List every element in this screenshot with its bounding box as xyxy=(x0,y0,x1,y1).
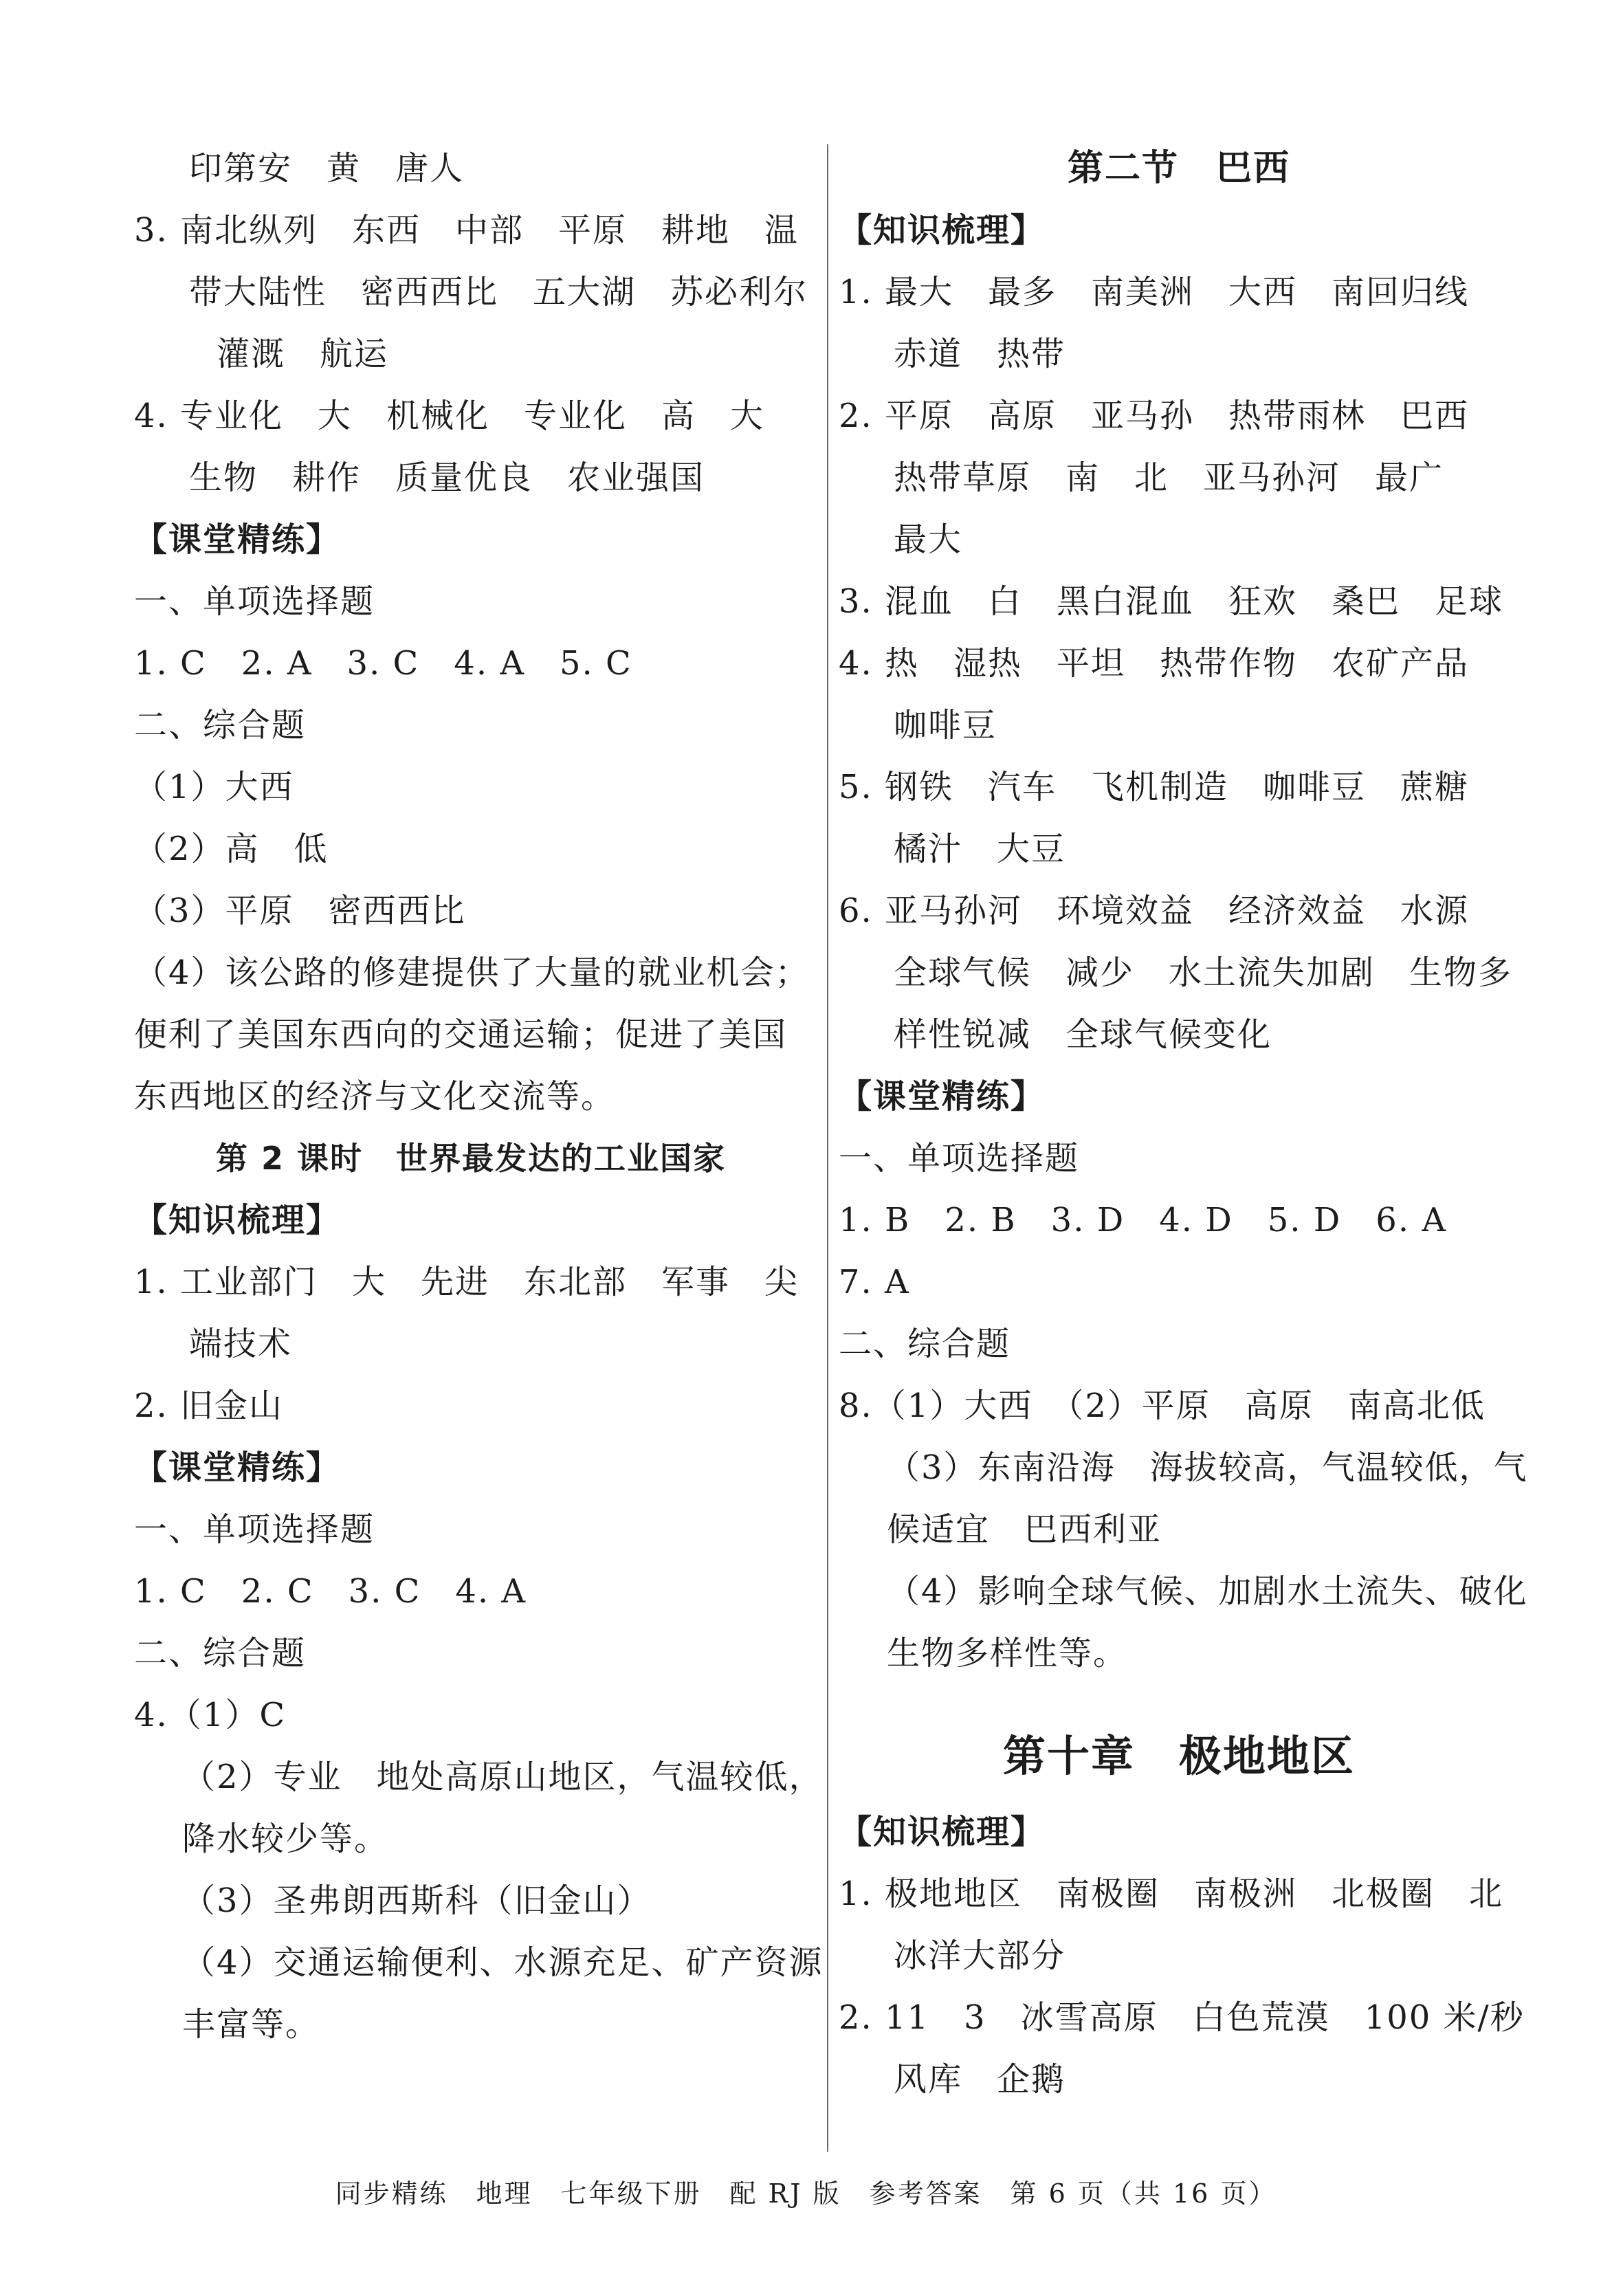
right-line: 6. 亚马孙河 环境效益 经济效益 水源 xyxy=(839,892,1470,930)
left-line: （4）交通运输便利、水源充足、矿产资源 xyxy=(182,1943,824,1982)
page-footer: 同步精练 地理 七年级下册 配 RJ 版 参考答案 第 6 页（共 16 页） xyxy=(335,2178,1277,2209)
left-line: 东西地区的经济与文化交流等。 xyxy=(134,1077,616,1116)
right-line: 风库 企鹅 xyxy=(894,2060,1066,2099)
left-line: 1. C 2. A 3. C 4. A 5. C xyxy=(134,644,632,683)
right-line: 二、综合题 xyxy=(839,1325,1011,1363)
right-line: 全球气候 减少 水土流失加剧 生物多 xyxy=(894,953,1513,992)
right-line: （3）东南沿海 海拔较高，气温较低，气 xyxy=(887,1448,1528,1487)
right-line: 候适宜 巴西利亚 xyxy=(887,1510,1162,1549)
right-line: 最大 xyxy=(894,520,963,559)
right-line: 第十章 极地地区 xyxy=(1002,1731,1355,1781)
right-column xyxy=(839,137,1528,2110)
right-line: 生物多样性等。 xyxy=(887,1634,1128,1673)
left-line: 1. C 2. C 3. C 4. A xyxy=(134,1572,527,1611)
left-line: 带大陆性 密西西比 五大湖 苏必利尔 xyxy=(189,273,808,311)
right-line: 橘汁 大豆 xyxy=(894,830,1066,868)
right-line: 第二节 巴西 xyxy=(1067,147,1290,189)
left-line: 生物 耕作 质量优良 农业强国 xyxy=(189,459,705,497)
left-line: 4. 专业化 大 机械化 专业化 高 大 xyxy=(134,397,765,435)
right-line: 8.（1）大西 （2）平原 高原 南高北低 xyxy=(839,1387,1486,1425)
column-divider xyxy=(827,144,828,2152)
right-line: 1. 极地地区 南极圈 南极洲 北极圈 北 xyxy=(839,1875,1504,1913)
right-line: 一、单项选择题 xyxy=(839,1139,1080,1178)
left-line: 二、综合题 xyxy=(134,1634,307,1673)
left-line: 【课堂精练】 xyxy=(134,520,341,559)
right-line: 【知识梳理】 xyxy=(839,211,1046,250)
left-line: （1）大西 xyxy=(134,768,294,806)
left-line: （4）该公路的修建提供了大量的就业机会； xyxy=(134,953,810,992)
left-line: 4.（1）C xyxy=(134,1696,287,1734)
left-line: 【课堂精练】 xyxy=(134,1448,341,1487)
right-line: 【知识梳理】 xyxy=(839,1813,1046,1851)
right-line: 1. B 2. B 3. D 4. D 5. D 6. A xyxy=(839,1201,1447,1239)
right-line: 2. 11 3 冰雪高原 白色荒漠 100 米/秒 xyxy=(839,1998,1525,2037)
right-line: 2. 平原 高原 亚马孙 热带雨林 巴西 xyxy=(839,397,1470,435)
left-line: 端技术 xyxy=(189,1325,293,1363)
right-line: 样性锐减 全球气候变化 xyxy=(894,1015,1272,1054)
right-line: 冰洋大部分 xyxy=(894,1936,1066,1975)
right-line: 【课堂精练】 xyxy=(839,1077,1046,1116)
left-line: 灌溉 航运 xyxy=(217,335,389,373)
right-line: 5. 钢铁 汽车 飞机制造 咖啡豆 蔗糖 xyxy=(839,768,1470,806)
left-line: （2）专业 地处高原山地区，气温较低， xyxy=(182,1758,824,1796)
right-line: 咖啡豆 xyxy=(894,706,997,744)
left-line: （2）高 低 xyxy=(134,830,329,868)
left-line: 降水较少等。 xyxy=(182,1820,389,1858)
right-line: 4. 热 湿热 平坦 热带作物 农矿产品 xyxy=(839,644,1470,683)
left-line: 2. 旧金山 xyxy=(134,1387,284,1425)
left-line: 丰富等。 xyxy=(182,2005,320,2044)
left-line: 第 2 课时 世界最发达的工业国家 xyxy=(215,1140,727,1177)
left-line: 一、单项选择题 xyxy=(134,1510,375,1549)
left-line: 1. 工业部门 大 先进 东北部 军事 尖 xyxy=(134,1263,799,1301)
left-line: 印第安 黄 唐人 xyxy=(189,149,465,188)
left-column xyxy=(134,137,824,2055)
left-line: （3）圣弗朗西斯科（旧金山） xyxy=(182,1881,652,1920)
right-line: （4）影响全球气候、加剧水土流失、破化 xyxy=(887,1572,1528,1611)
left-line: 一、单项选择题 xyxy=(134,582,375,621)
right-line: 1. 最大 最多 南美洲 大西 南回归线 xyxy=(839,273,1470,311)
right-line: 3. 混血 白 黑白混血 狂欢 桑巴 足球 xyxy=(839,582,1504,621)
left-line: 【知识梳理】 xyxy=(134,1201,341,1239)
left-line: （3）平原 密西西比 xyxy=(134,892,466,930)
right-line: 赤道 热带 xyxy=(894,335,1066,373)
left-line: 二、综合题 xyxy=(134,706,307,744)
right-line: 7. A xyxy=(839,1263,910,1301)
left-line: 便利了美国东西向的交通运输；促进了美国 xyxy=(134,1015,788,1054)
right-line: 热带草原 南 北 亚马孙河 最广 xyxy=(894,459,1444,497)
left-line: 3. 南北纵列 东西 中部 平原 耕地 温 xyxy=(134,211,799,250)
